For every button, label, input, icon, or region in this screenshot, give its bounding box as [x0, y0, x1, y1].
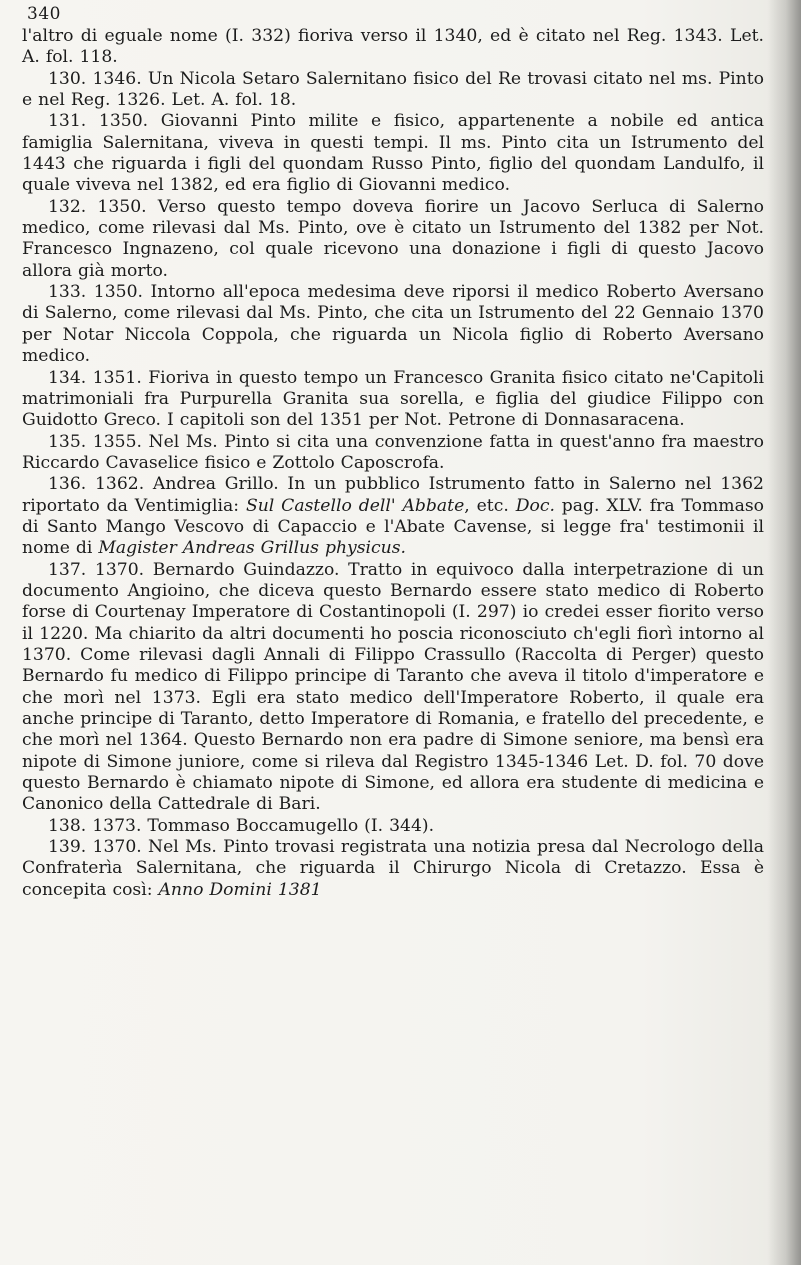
- entry-continuation: l'altro di eguale nome (I. 332) fioriva verso il 1340, ed è citato nel Reg. 1343. Let. A. fol. 118.: [22, 26, 764, 68]
- entry-138: 138. 1373. Tommaso Boccamugello (I. 344).: [48, 815, 435, 836]
- page-number: 340: [27, 4, 61, 24]
- entry-134: 134. 1351. Fioriva in questo tempo un Francesco Granita fisico citato ne'Capitoli matrimoniali fra Purpurella Granita sua sorella, e figlia del giudice Filippo con Guidotto Greco. I capitoli son del 1351 per Not. Petrone di Donnasaracena.: [22, 367, 764, 431]
- page-binding-shadow: [767, 0, 801, 1265]
- entry-132: 132. 1350. Verso questo tempo doveva fiorire un Jacovo Serluca di Salerno medico, come rilevasi dal Ms. Pinto, ove è citato un Istrumento del 1382 per Not. Francesco Ingnazeno, col quale ricevono una donazione i figli di questo Jacovo allora già morto.: [22, 196, 764, 281]
- entry-135: 135. 1355. Nel Ms. Pinto si cita una convenzione fatta in quest'anno fra maestro Riccardo Cavaselice fisico e Zottolo Caposcrofa.: [22, 431, 764, 473]
- entry-133: 133. 1350. Intorno all'epoca medesima deve riporsi il medico Roberto Aversano di Salerno, come rilevasi dal Ms. Pinto, che cita un Istrumento del 22 Gennaio 1370 per Notar Niccola Coppola, che riguarda un Nicola figlio di Roberto Aversano medico.: [22, 282, 764, 367]
- page-text: [22, 26, 764, 901]
- entry-137: 137. 1370. Bernardo Guindazzo. Tratto in equivoco dalla interpetrazione di un documento Angioino, che diceva questo Bernardo essere stato medico di Roberto forse di Courtenay Imperatore di Costantinopoli (I. 297) io credei esser fiorito verso il 1220. Ma chiarito da altri documenti ho poscia riconosciuto ch'egli fiorì intorno al 1370. Come rilevasi dagli Annali di Filippo Crassullo (Raccolta di Perger) questo Bernardo fu medico di Filippo principe di Taranto che aveva il titolo d'imperatore e che morì nel 1373. Egli era stato medico dell'Imperatore Roberto, il quale era anche principe di Taranto, detto Imperatore di Romania, e fratello del precedente, e che morì nel 1364. Questo Bernardo non era padre di Simone seniore, ma bensì era nipote di Simone juniore, come si rileva dal Registro 1345-1346 Let. D. fol. 70 dove questo Bernardo è chiamato nipote di Simone, ed allora era studente di medicina e Canonico della Cattedrale di Bari.: [22, 559, 764, 815]
- entry-130: 130. 1346. Un Nicola Setaro Salernitano fisico del Re trovasi citato nel ms. Pinto e nel Reg. 1326. Let. A. fol. 18.: [22, 68, 764, 111]
- entry-139: 139. 1370. Nel Ms. Pinto trovasi registrata una notizia presa dal Necrologo della Confraterìa Salernitana, che riguarda il Chirurgo Nicola di Cretazzo. Essa è concepita così: Anno Domini 1381: [22, 837, 764, 900]
- entry-136: 136. 1362. Andrea Grillo. In un pubblico Istrumento fatto in Salerno nel 1362 riportato da Ventimiglia: Sul Castello dell' Abbate, etc. Doc. pag. XLV. fra Tommaso di Santo Mango Vescovo di Capaccio e l'Abate Cavense, si legge fra' testimonii il nome di Magister Andreas Grillus physicus.: [22, 474, 764, 559]
- entry-131: 131. 1350. Giovanni Pinto milite e fisico, appartenente a nobile ed antica famiglia Salernitana, viveva in questi tempi. Il ms. Pinto cita un Istrumento del 1443 che riguarda i figli del quondam Russo Pinto, figlio del quondam Landulfo, il quale viveva nel 1382, ed era figlio di Giovanni medico.: [22, 111, 764, 196]
